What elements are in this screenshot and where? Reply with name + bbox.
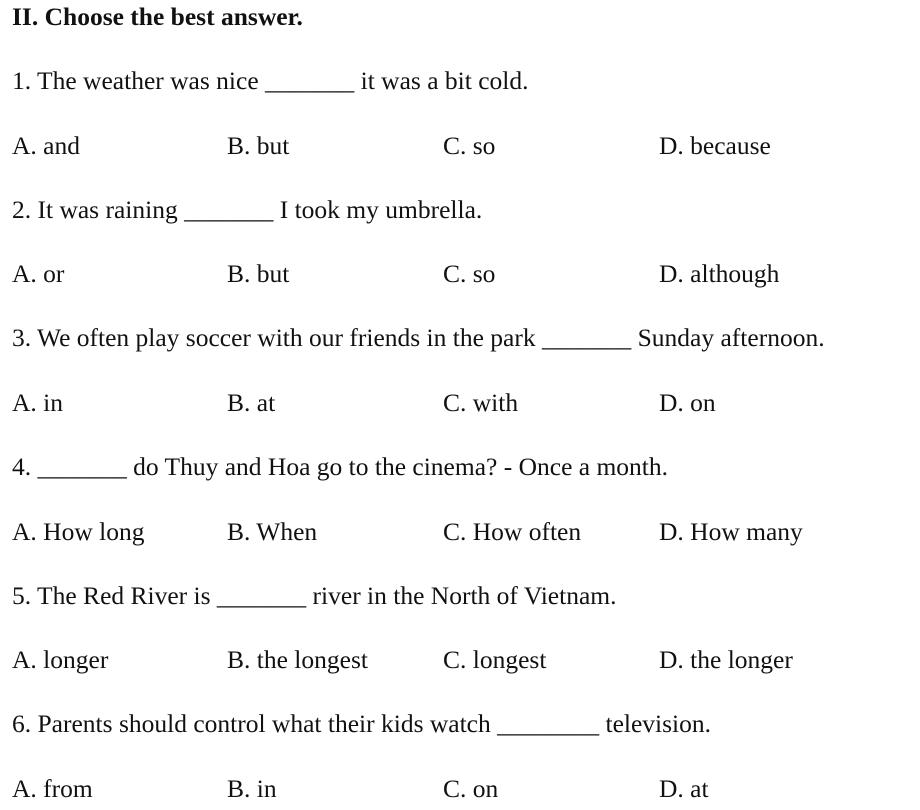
question-6-option-c: C. on: [443, 774, 499, 803]
question-6-stem: 6. Parents should control what their kids watch ________ television.: [12, 709, 712, 738]
question-5-stem: 5. The Red River is _______ river in the North of Vietnam.: [12, 581, 617, 610]
question-2-stem: 2. It was raining _______ I took my umbrella.: [12, 195, 483, 224]
question-3-option-d: D. on: [659, 388, 716, 417]
question-4-option-a: A. How long: [12, 517, 145, 546]
question-3-option-b: B. at: [227, 388, 276, 417]
question-4-option-c: C. How often: [443, 517, 582, 546]
question-4-option-b: B. When: [227, 517, 318, 546]
question-1-option-c: C. so: [443, 131, 496, 160]
question-3-option-c: C. with: [443, 388, 519, 417]
question-2-option-c: C. so: [443, 259, 496, 288]
question-1-option-a: A. and: [12, 131, 80, 160]
question-2-option-a: A. or: [12, 259, 65, 288]
question-5-option-d: D. the longer: [659, 645, 793, 674]
question-6-option-a: A. from: [12, 774, 93, 803]
question-5-option-c: C. longest: [443, 645, 547, 674]
question-5-option-b: B. the longest: [227, 645, 368, 674]
question-2-option-b: B. but: [227, 259, 290, 288]
question-5-option-a: A. longer: [12, 645, 109, 674]
question-6-option-b: B. in: [227, 774, 277, 803]
question-2-option-d: D. although: [659, 259, 780, 288]
question-6-option-d: D. at: [659, 774, 709, 803]
question-1-stem: 1. The weather was nice _______ it was a bit cold.: [12, 66, 529, 95]
question-4-option-d: D. How many: [659, 517, 803, 546]
section-title: II. Choose the best answer.: [12, 2, 303, 31]
question-3-stem: 3. We often play soccer with our friends in the park _______ Sunday afternoon.: [12, 323, 825, 352]
question-1-option-d: D. because: [659, 131, 771, 160]
question-4-stem: 4. _______ do Thuy and Hoa go to the cinema? - Once a month.: [12, 452, 669, 481]
question-3-option-a: A. in: [12, 388, 63, 417]
question-1-option-b: B. but: [227, 131, 290, 160]
